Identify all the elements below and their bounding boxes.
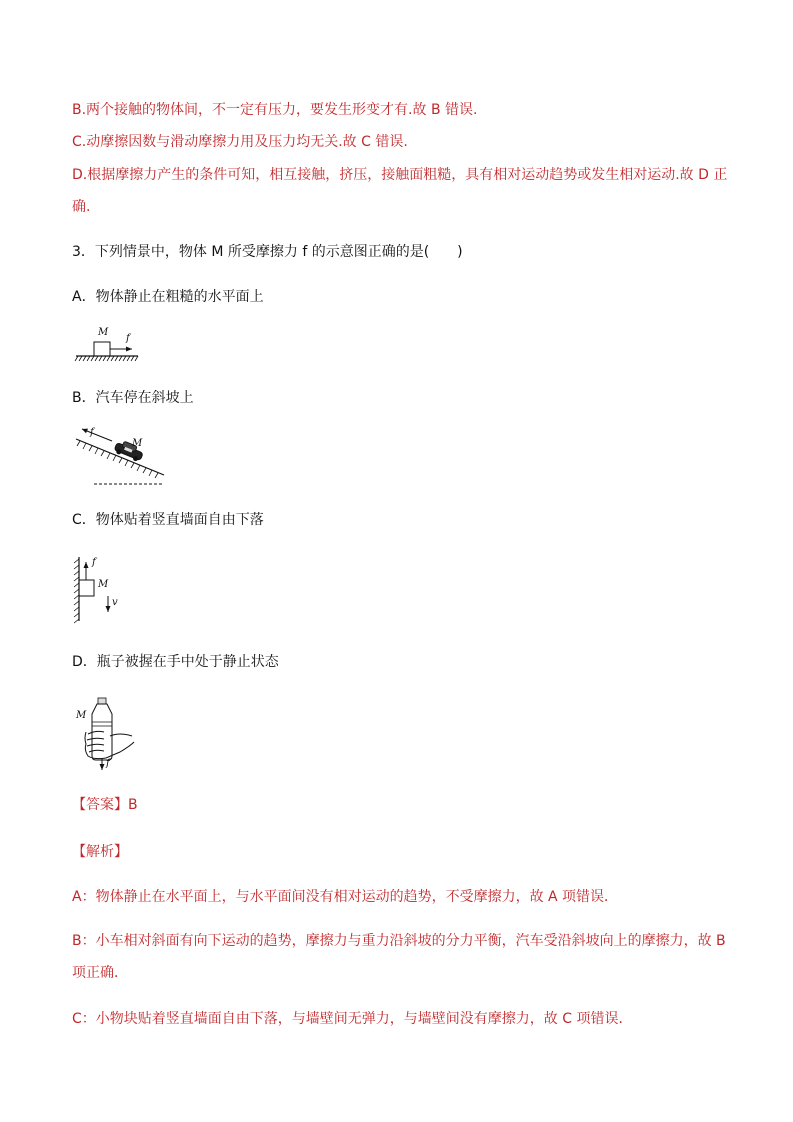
figure-d <box>72 696 142 774</box>
explanation-c: C.动摩擦因数与滑动摩擦力用及压力均无关.故 C 错误. <box>72 134 408 150</box>
option-d-label: D．瓶子被握在手中处于静止状态 <box>72 654 279 670</box>
analysis-c: C：小物块贴着竖直墙面自由下落，与墙壁间无弹力，与墙壁间没有摩擦力，故 C 项错误． <box>72 1011 633 1027</box>
figure-c-label-m: M <box>98 579 109 590</box>
option-b-label: B．汽车停在斜坡上 <box>72 390 194 406</box>
figure-d-label-m: M <box>76 710 87 721</box>
figure-b-label-m: M <box>132 438 143 449</box>
answer-title: 【答案】B <box>72 797 138 813</box>
figure-a <box>72 325 152 365</box>
figure-c-label-f: f <box>92 557 96 568</box>
figure-c-label-v: v <box>112 597 118 608</box>
figure-c-drawing <box>72 555 132 625</box>
analysis-title: 【解析】 <box>72 844 128 860</box>
option-c-label: C．物体贴着竖直墙面自由下落 <box>72 512 264 528</box>
explanation-b: B.两个接触的物体间，不一定有压力，要发生形变才有.故 B 错误. <box>72 102 478 118</box>
figure-b <box>72 425 172 487</box>
analysis-a: A：物体静止在水平面上，与水平面间没有相对运动的趋势，不受摩擦力，故 A 项错误． <box>72 889 619 905</box>
option-a-label: A．物体静止在粗糙的水平面上 <box>72 289 264 305</box>
figure-a-label-m: M <box>98 327 109 338</box>
figure-d-label-f: f <box>106 758 110 769</box>
analysis-b-line2: 项正确． <box>72 965 128 981</box>
explanation-d-line1: D.根据摩擦力产生的条件可知，相互接触，挤压，接触面粗糙，具有相对运动趋势或发生相对运动.故 D 正 <box>72 167 728 183</box>
figure-c <box>72 555 132 625</box>
analysis-b-line1: B：小车相对斜面有向下运动的趋势，摩擦力与重力沿斜坡的分力平衡，汽车受沿斜坡向上的摩擦力，故 B <box>72 933 726 949</box>
figure-a-drawing <box>72 325 152 365</box>
figure-b-label-f: f <box>90 427 94 438</box>
figure-a-label-f: f <box>126 333 130 344</box>
question-text: 3．下列情景中，物体 M 所受摩擦力 f 的示意图正确的是( ) <box>72 244 463 260</box>
explanation-d-line2: 确. <box>72 199 91 215</box>
figure-b-drawing <box>72 425 172 487</box>
